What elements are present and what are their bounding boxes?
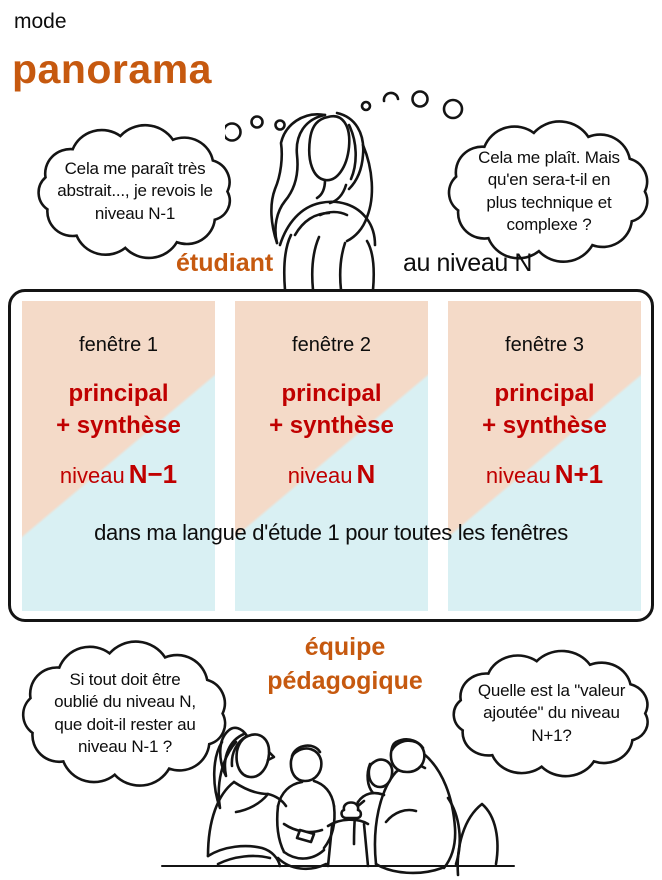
- windows-box-footer: dans ma langue d'étude 1 pour toutes les fenêtres: [94, 520, 568, 545]
- team-label-line: pédagogique: [267, 666, 423, 695]
- bubble-line: Cela me paraît très: [64, 158, 206, 178]
- bubble-line: Quelle est la "valeur: [477, 680, 626, 700]
- bubble-line: Cela me plaît. Mais: [478, 147, 620, 167]
- level-prefix: niveau: [485, 462, 551, 488]
- thought-bubble-top-right: [438, 117, 660, 266]
- bubble-line: niveau N-1 ?: [78, 736, 172, 756]
- level-value: N−1: [128, 458, 178, 489]
- windows-box: [8, 289, 654, 622]
- team-label-line: équipe: [304, 633, 386, 661]
- bubble-line: abstrait..., je revois le: [57, 181, 213, 201]
- bubble-line: Si tout doit être: [69, 669, 181, 689]
- panel-main-line: principal: [68, 380, 169, 407]
- bubble-line: niveau N-1: [94, 203, 176, 223]
- panel-main-line: principal: [281, 380, 382, 407]
- panel-main-text: [235, 378, 428, 442]
- bubble-line: oublié du niveau N,: [54, 692, 196, 712]
- panel-title: fenêtre 2: [292, 334, 371, 356]
- panel-fenetre-2: [235, 301, 428, 611]
- bubble-line: qu'en sera-t-il en: [487, 170, 611, 190]
- thought-bubble-top-left: [28, 121, 242, 262]
- panel-fenetre-3: [448, 301, 641, 611]
- student-label: étudiant: [176, 249, 274, 277]
- panel-level: [22, 459, 215, 490]
- panel-main-text: [22, 378, 215, 442]
- panel-main-line: + synthèse: [269, 411, 394, 439]
- level-prefix: niveau: [59, 462, 125, 488]
- bubble-line: que doit-il rester au: [54, 714, 196, 734]
- panel-level: [235, 459, 428, 490]
- mode-label: mode: [14, 10, 67, 33]
- panel-level: [448, 459, 641, 490]
- level-value: N+1: [554, 458, 604, 489]
- panel-main-text: [448, 378, 641, 442]
- panel-main-line: + synthèse: [482, 411, 607, 439]
- bubble-line: ajoutée" du niveau: [483, 703, 620, 723]
- bubble-line: complexe ?: [506, 214, 592, 234]
- team-label: [240, 631, 450, 699]
- level-prefix: niveau: [287, 462, 353, 488]
- panel-fenetre-1: [22, 301, 215, 611]
- bubble-text: [28, 121, 242, 262]
- page-title: panorama: [12, 46, 212, 92]
- panel-main-line: + synthèse: [56, 411, 181, 439]
- student-level-label: au niveau N: [403, 249, 533, 277]
- bubble-text: [438, 117, 660, 266]
- team-figure-line-art: [148, 698, 528, 880]
- panel-title: fenêtre 3: [505, 334, 584, 356]
- panel-title: fenêtre 1: [79, 334, 158, 356]
- panel-main-line: principal: [494, 380, 595, 407]
- bubble-line: N+1?: [531, 725, 572, 745]
- bubble-line: plus technique et: [486, 192, 612, 212]
- level-value: N: [356, 458, 376, 489]
